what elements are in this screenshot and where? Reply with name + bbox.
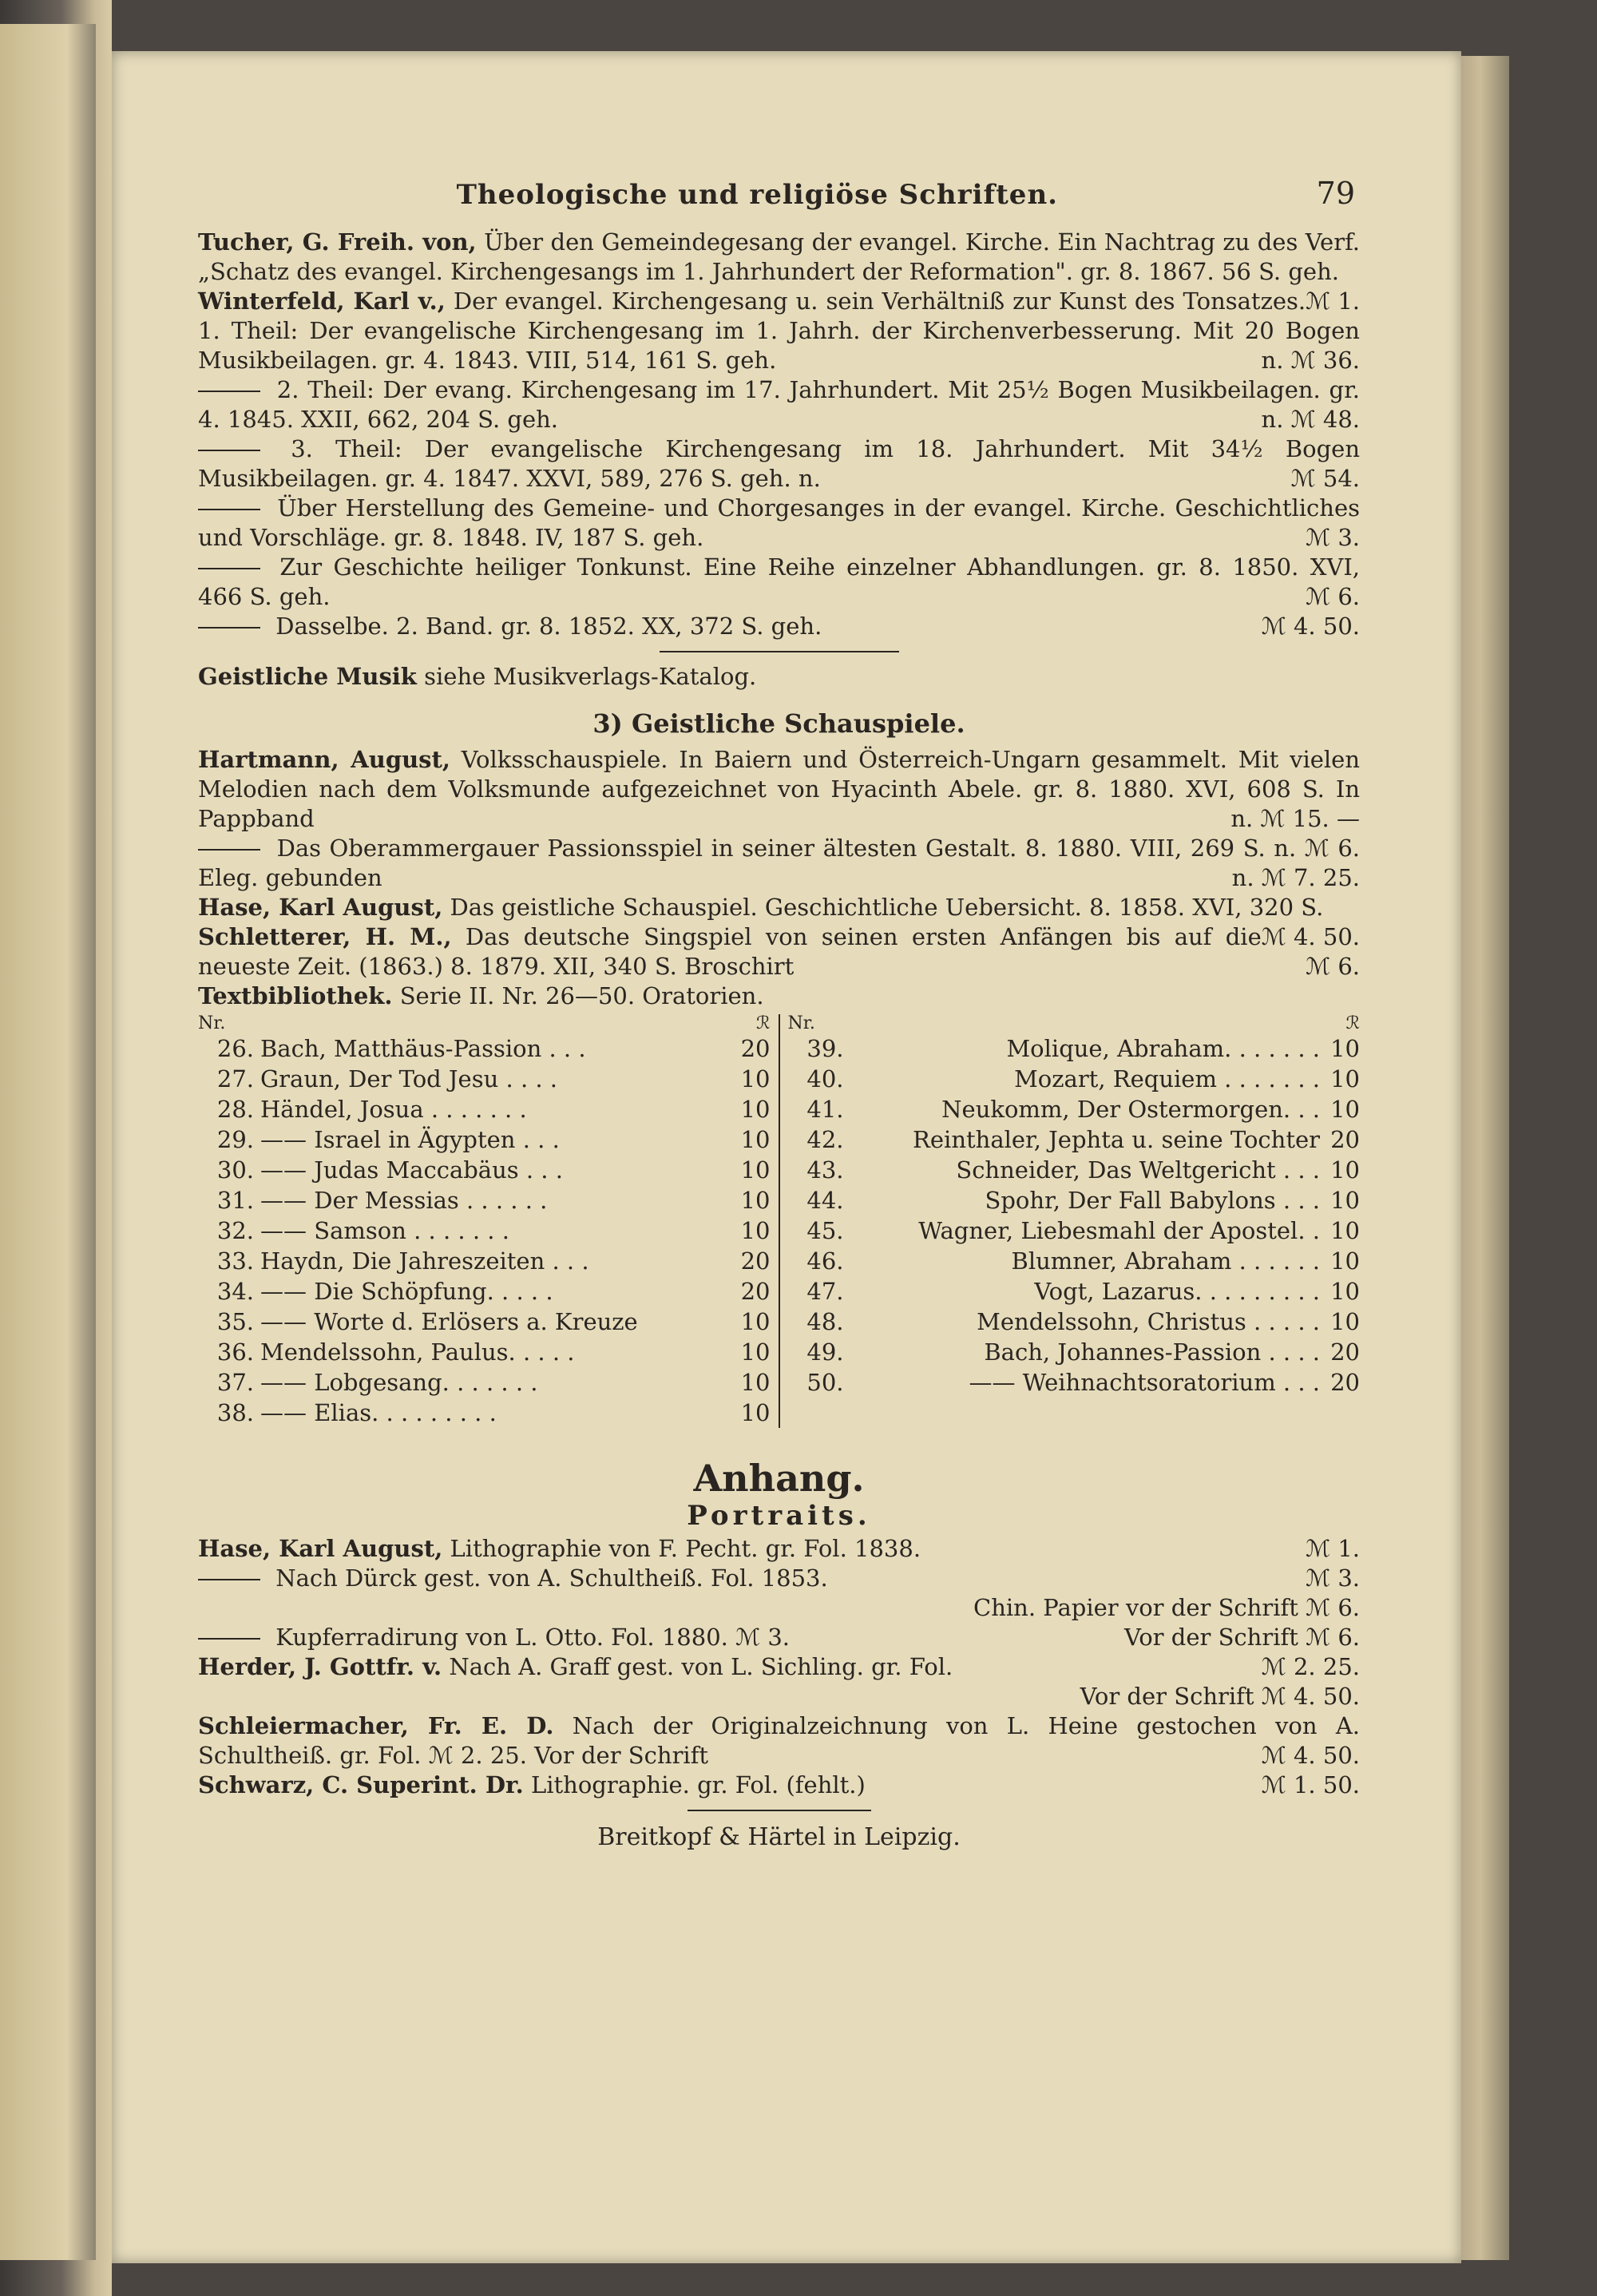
entry-text: Zur Geschichte heiliger Tonkunst. Eine Reihe einzelner Abhandlungen. gr. 8. 1850. XVI, 466 S. geh. xyxy=(198,553,1361,610)
entry-author: Winterfeld, Karl v., xyxy=(198,287,446,315)
entry-price: ℳ 4. 50. xyxy=(1261,613,1360,640)
row-title: —— Worte d. Erlösers a. Kreuze xyxy=(260,1308,638,1335)
portrait-entry xyxy=(198,1534,1360,1564)
row-price: 10 xyxy=(1330,1065,1360,1092)
entry-winterfeld-2 xyxy=(198,375,1360,434)
entry-hartmann xyxy=(198,745,1360,834)
entry-winterfeld-5 xyxy=(198,553,1360,612)
entry-text: Lithographie. gr. Fol. (fehlt.) xyxy=(530,1771,866,1798)
table-row xyxy=(788,1367,1361,1398)
row-number: 31. xyxy=(216,1187,254,1214)
row-price: 10 xyxy=(1330,1308,1360,1335)
entry-text: 3. Theil: Der evangelische Kirchengesang im 18. Jahrhundert. Mit 34½ Bogen Musikbeilagen. gr. 4. 1847. XXVI, 589, 276 S. geh. n. xyxy=(198,435,1361,492)
table-row xyxy=(198,1246,771,1276)
row-price: 10 xyxy=(740,1217,771,1244)
row-number: 40. xyxy=(806,1065,844,1092)
entry-author: Herder, J. Gottfr. v. xyxy=(198,1653,442,1680)
table-row xyxy=(198,1064,771,1094)
entry-winterfeld-4 xyxy=(198,494,1360,553)
table-row xyxy=(198,1307,771,1337)
entry-text: 2. Theil: Der evang. Kirchengesang im 17. Jahrhundert. Mit 25½ Bogen Musikbeilagen. gr. 4. 1845. XXII, 662, 204 S. geh. xyxy=(198,376,1360,433)
nr-label: Nr. xyxy=(787,1013,815,1033)
row-number: 29. xyxy=(216,1126,254,1153)
entry-author: Hase, Karl August, xyxy=(198,894,443,921)
table-row xyxy=(198,1367,771,1398)
table-row xyxy=(788,1215,1361,1246)
entry-text: Dasselbe. 2. Band. gr. 8. 1852. XX, 372 S. geh. xyxy=(275,613,822,640)
row-title: Molique, Abraham. . . . . . . xyxy=(1006,1035,1320,1062)
entry-text: Nach A. Graff gest. von L. Sichling. gr. Fol. xyxy=(449,1653,953,1680)
row-title: Haydn, Die Jahreszeiten . . . xyxy=(260,1247,589,1275)
column-header xyxy=(198,1014,771,1033)
ditto-dash xyxy=(198,1638,260,1640)
ditto-dash xyxy=(198,509,260,510)
portrait-variant: Vor der Schrift ℳ 4. 50. xyxy=(1080,1683,1360,1710)
ditto-dash xyxy=(198,849,260,851)
row-title: —— Elias. . . . . . . . . xyxy=(260,1399,497,1426)
row-title: Neukomm, Der Ostermorgen. . . xyxy=(941,1096,1320,1123)
divider-rule xyxy=(688,1810,871,1811)
table-row xyxy=(788,1155,1361,1185)
entry-price: n. ℳ 48. xyxy=(1261,406,1360,433)
entry-text: Das geistliche Schauspiel. Geschichtliche Uebersicht. 8. 1858. XVI, 320 S. xyxy=(450,894,1324,921)
row-number: 46. xyxy=(806,1247,844,1275)
entry-author: Tucher, G. Freih. von, xyxy=(198,228,477,256)
table-row xyxy=(198,1155,771,1185)
left-rows xyxy=(198,1033,771,1428)
table-row xyxy=(198,1337,771,1367)
row-number: 37. xyxy=(216,1369,254,1396)
entry-textbibliothek xyxy=(198,981,1360,1011)
column-header xyxy=(788,1014,1361,1033)
row-price: 10 xyxy=(740,1338,771,1366)
entry-price: ℳ 3. xyxy=(1306,1564,1360,1592)
row-price: 20 xyxy=(1330,1338,1360,1366)
entry-text: Kupferradirung von L. Otto. Fol. 1880. ℳ 3. xyxy=(275,1624,790,1651)
row-price: 10 xyxy=(740,1065,771,1092)
row-price: 10 xyxy=(1330,1217,1360,1244)
entry-author: Hase, Karl August, xyxy=(198,1535,443,1562)
row-number: 48. xyxy=(806,1308,844,1335)
row-title: Bach, Matthäus-Passion . . . xyxy=(260,1035,586,1062)
entry-price: n. ℳ 15. — xyxy=(1230,805,1360,832)
row-number: 41. xyxy=(806,1096,844,1123)
row-number: 28. xyxy=(216,1096,254,1123)
portrait-entry xyxy=(198,1711,1360,1771)
entry-text: Das deutsche Singspiel von seinen ersten Anfängen bis auf die neueste Zeit. (1863.) 8. 1879. XII, 340 S. Broschirt xyxy=(198,923,1262,980)
row-title: Reinthaler, Jephta u. seine Tochter xyxy=(913,1126,1320,1153)
entry-author: Schwarz, C. Superint. Dr. xyxy=(198,1771,524,1798)
ditto-dash xyxy=(198,1579,260,1580)
entry-price: ℳ 6. xyxy=(1306,583,1360,610)
ditto-dash xyxy=(198,568,260,569)
entry-price: ℳ 3. xyxy=(1306,524,1360,551)
portrait-entry xyxy=(198,1652,1360,1682)
row-title: Händel, Josua . . . . . . . xyxy=(260,1096,527,1123)
page-number: 79 xyxy=(1316,176,1355,211)
row-title: —— Samson . . . . . . . xyxy=(260,1217,509,1244)
row-title: —— Der Messias . . . . . . xyxy=(260,1187,548,1214)
pf-label: ℛ xyxy=(1345,1013,1360,1033)
row-number: 49. xyxy=(806,1338,844,1366)
row-title: Mozart, Requiem . . . . . . . xyxy=(1014,1065,1320,1092)
running-header xyxy=(198,176,1360,211)
row-price: 10 xyxy=(1330,1096,1360,1123)
entry-winterfeld xyxy=(198,287,1360,375)
table-row xyxy=(788,1094,1361,1124)
row-price: 10 xyxy=(740,1156,771,1184)
table-row xyxy=(788,1307,1361,1337)
row-number: 35. xyxy=(216,1308,254,1335)
row-title: —— Die Schöpfung. . . . . xyxy=(260,1278,553,1305)
row-price: 10 xyxy=(1330,1187,1360,1214)
table-row xyxy=(788,1276,1361,1307)
entry-price: Vor der Schrift ℳ 6. xyxy=(1123,1624,1360,1651)
row-title: Spohr, Der Fall Babylons . . . xyxy=(985,1187,1320,1214)
entry-price: n. ℳ 7. 25. xyxy=(1231,864,1360,891)
entry-text: Der evangel. Kirchengesang u. sein Verhältniß zur Kunst des Tonsatzes. 1. Theil: Der evangelische Kirchengesang im 1. Jahrh. der Kirchenverbesserung. Mit 20 Bogen Musikbeilagen. gr. 4. 1843. VIII, 514, 161 S. geh. xyxy=(198,287,1360,374)
row-title: Vogt, Lazarus. . . . . . . . . xyxy=(1034,1278,1320,1305)
page-content xyxy=(198,176,1361,1852)
row-title: Graun, Der Tod Jesu . . . . xyxy=(260,1065,558,1092)
entry-price: ℳ 1. xyxy=(1306,1535,1360,1562)
row-number: 45. xyxy=(806,1217,844,1244)
row-price: 10 xyxy=(740,1126,771,1153)
entry-price: ℳ 4. 50. xyxy=(1261,1742,1360,1769)
ditto-dash xyxy=(198,450,260,451)
table-row xyxy=(788,1246,1361,1276)
portrait-entry xyxy=(198,1564,1360,1593)
ditto-dash xyxy=(198,627,260,629)
table-column-right xyxy=(780,1014,1361,1428)
entry-text: Serie II. Nr. 26—50. Oratorien. xyxy=(399,982,764,1009)
table-row xyxy=(788,1337,1361,1367)
row-title: Schneider, Das Weltgericht . . . xyxy=(956,1156,1320,1184)
entry-text: Über Herstellung des Gemeine- und Chorgesanges in der evangel. Kirche. Geschichtliches und Vorschläge. gr. 8. 1848. IV, 187 S. geh. xyxy=(198,494,1361,551)
row-price: 10 xyxy=(740,1096,771,1123)
pf-label: ℛ xyxy=(755,1013,771,1033)
entry-author: Textbibliothek. xyxy=(198,982,393,1009)
cross-reference xyxy=(198,662,1360,692)
row-price: 10 xyxy=(740,1369,771,1396)
row-price: 20 xyxy=(740,1278,771,1305)
entry-price: ℳ 1. 50. xyxy=(1261,1771,1360,1798)
row-price: 10 xyxy=(1330,1156,1360,1184)
row-title: Mendelssohn, Paulus. . . . . xyxy=(260,1338,575,1366)
row-number: 36. xyxy=(216,1338,254,1366)
entry-text: Lithographie von F. Pecht. gr. Fol. 1838. xyxy=(450,1535,921,1562)
row-number: 38. xyxy=(216,1399,254,1426)
portrait-entry xyxy=(198,1623,1360,1652)
appendix-heading: Anhang. xyxy=(693,1457,865,1500)
row-price: 10 xyxy=(740,1187,771,1214)
row-price: 10 xyxy=(1330,1247,1360,1275)
row-title: Mendelssohn, Christus . . . . . xyxy=(977,1308,1320,1335)
table-row xyxy=(198,1276,771,1307)
row-price: 20 xyxy=(1330,1126,1360,1153)
row-number: 47. xyxy=(806,1278,844,1305)
entry-price: n. ℳ 36. xyxy=(1261,347,1360,374)
left-page-edge xyxy=(0,24,96,2260)
row-number: 30. xyxy=(216,1156,254,1184)
table-row xyxy=(198,1033,771,1064)
entry-price: ℳ 54. xyxy=(1290,465,1360,492)
entry-author: Schletterer, H. M., xyxy=(198,923,452,950)
crossref-label: Geistliche Musik xyxy=(198,663,417,690)
table-column-left xyxy=(198,1014,780,1428)
nr-label: Nr. xyxy=(198,1013,226,1033)
entry-text: Nach der Originalzeichnung von L. Heine gestochen von A. Schultheiß. gr. Fol. ℳ 2. 25. Vor der Schrift xyxy=(198,1712,1361,1769)
section-heading: 3) Geistliche Schauspiele. xyxy=(592,708,965,739)
entry-text: Nach Dürck gest. von A. Schultheiß. Fol. 1853. xyxy=(275,1564,828,1592)
row-number: 42. xyxy=(806,1126,844,1153)
row-number: 26. xyxy=(216,1035,254,1062)
entry-price: ℳ 1. xyxy=(1306,287,1360,315)
table-row xyxy=(788,1033,1361,1064)
row-title: —— Israel in Ägypten . . . xyxy=(260,1126,560,1153)
row-number: 44. xyxy=(806,1187,844,1214)
row-price: 10 xyxy=(1330,1278,1360,1305)
entry-winterfeld-6 xyxy=(198,612,1360,641)
table-row xyxy=(788,1124,1361,1155)
row-number: 50. xyxy=(806,1369,844,1396)
table-row xyxy=(198,1124,771,1155)
entry-text: Das Oberammergauer Passionsspiel in seiner ältesten Gestalt. 8. 1880. VIII, 269 S. n. ℳ 6. Eleg. gebunden xyxy=(198,835,1360,891)
row-number: 32. xyxy=(216,1217,254,1244)
oratorio-table xyxy=(198,1014,1360,1428)
entry-price: ℳ 6. xyxy=(1306,953,1360,980)
row-number: 39. xyxy=(806,1035,844,1062)
row-price: 20 xyxy=(740,1035,771,1062)
page-stack-edge xyxy=(1461,56,1509,2260)
publisher-footer: Breitkopf & Härtel in Leipzig. xyxy=(597,1823,961,1851)
table-row xyxy=(788,1185,1361,1215)
right-rows xyxy=(788,1033,1361,1398)
divider-rule xyxy=(660,651,899,652)
entry-winterfeld-3 xyxy=(198,434,1360,494)
running-title: Theologische und religiöse Schriften. xyxy=(456,179,1058,211)
table-row xyxy=(198,1215,771,1246)
row-title: Bach, Johannes-Passion . . . . xyxy=(984,1338,1320,1366)
row-title: —— Lobgesang. . . . . . . xyxy=(260,1369,538,1396)
row-price: 10 xyxy=(1330,1035,1360,1062)
row-number: 34. xyxy=(216,1278,254,1305)
entry-author: Hartmann, August, xyxy=(198,746,450,773)
portraits-heading: Portraits. xyxy=(687,1500,871,1532)
table-row xyxy=(198,1185,771,1215)
table-row xyxy=(788,1064,1361,1094)
entry-price: ℳ 2. 25. xyxy=(1261,1653,1360,1680)
entry-schletterer xyxy=(198,922,1360,981)
row-title: —— Weihnachtsoratorium . . . xyxy=(969,1369,1320,1396)
portrait-entry xyxy=(198,1771,1360,1800)
row-price: 20 xyxy=(1330,1369,1360,1396)
row-price: 20 xyxy=(740,1247,771,1275)
table-row xyxy=(198,1398,771,1428)
entry-text: Volksschauspiele. In Baiern und Österreich-Ungarn gesammelt. Mit vielen Melodien nach dem Volksmunde aufgezeichnet von Hyacinth Abele. gr. 8. 1880. XVI, 608 S. In Pappband xyxy=(198,746,1361,832)
row-number: 27. xyxy=(216,1065,254,1092)
row-title: Blumner, Abraham . . . . . . xyxy=(1011,1247,1320,1275)
entry-price: ℳ 4. 50. xyxy=(1261,923,1360,950)
row-price: 10 xyxy=(740,1308,771,1335)
row-number: 43. xyxy=(806,1156,844,1184)
row-title: —— Judas Maccabäus . . . xyxy=(260,1156,563,1184)
entry-text: Über den Gemeindegesang der evangel. Kirche. Ein Nachtrag zu des Verf. „Schatz des evangel. Kirchengesangs im 1. Jahrhundert der Reformation". gr. 8. 1867. 56 S. geh. xyxy=(198,228,1360,285)
row-price: 10 xyxy=(740,1399,771,1426)
crossref-text: siehe Musikverlags-Katalog. xyxy=(424,663,757,690)
entry-author: Schleiermacher, Fr. E. D. xyxy=(198,1712,554,1739)
table-row xyxy=(198,1094,771,1124)
portrait-variant: Chin. Papier vor der Schrift ℳ 6. xyxy=(973,1594,1360,1621)
row-title: Wagner, Liebesmahl der Apostel. . xyxy=(918,1217,1320,1244)
row-number: 33. xyxy=(216,1247,254,1275)
ditto-dash xyxy=(198,391,260,392)
entry-hartmann-2 xyxy=(198,834,1360,893)
book-page xyxy=(112,51,1461,2263)
